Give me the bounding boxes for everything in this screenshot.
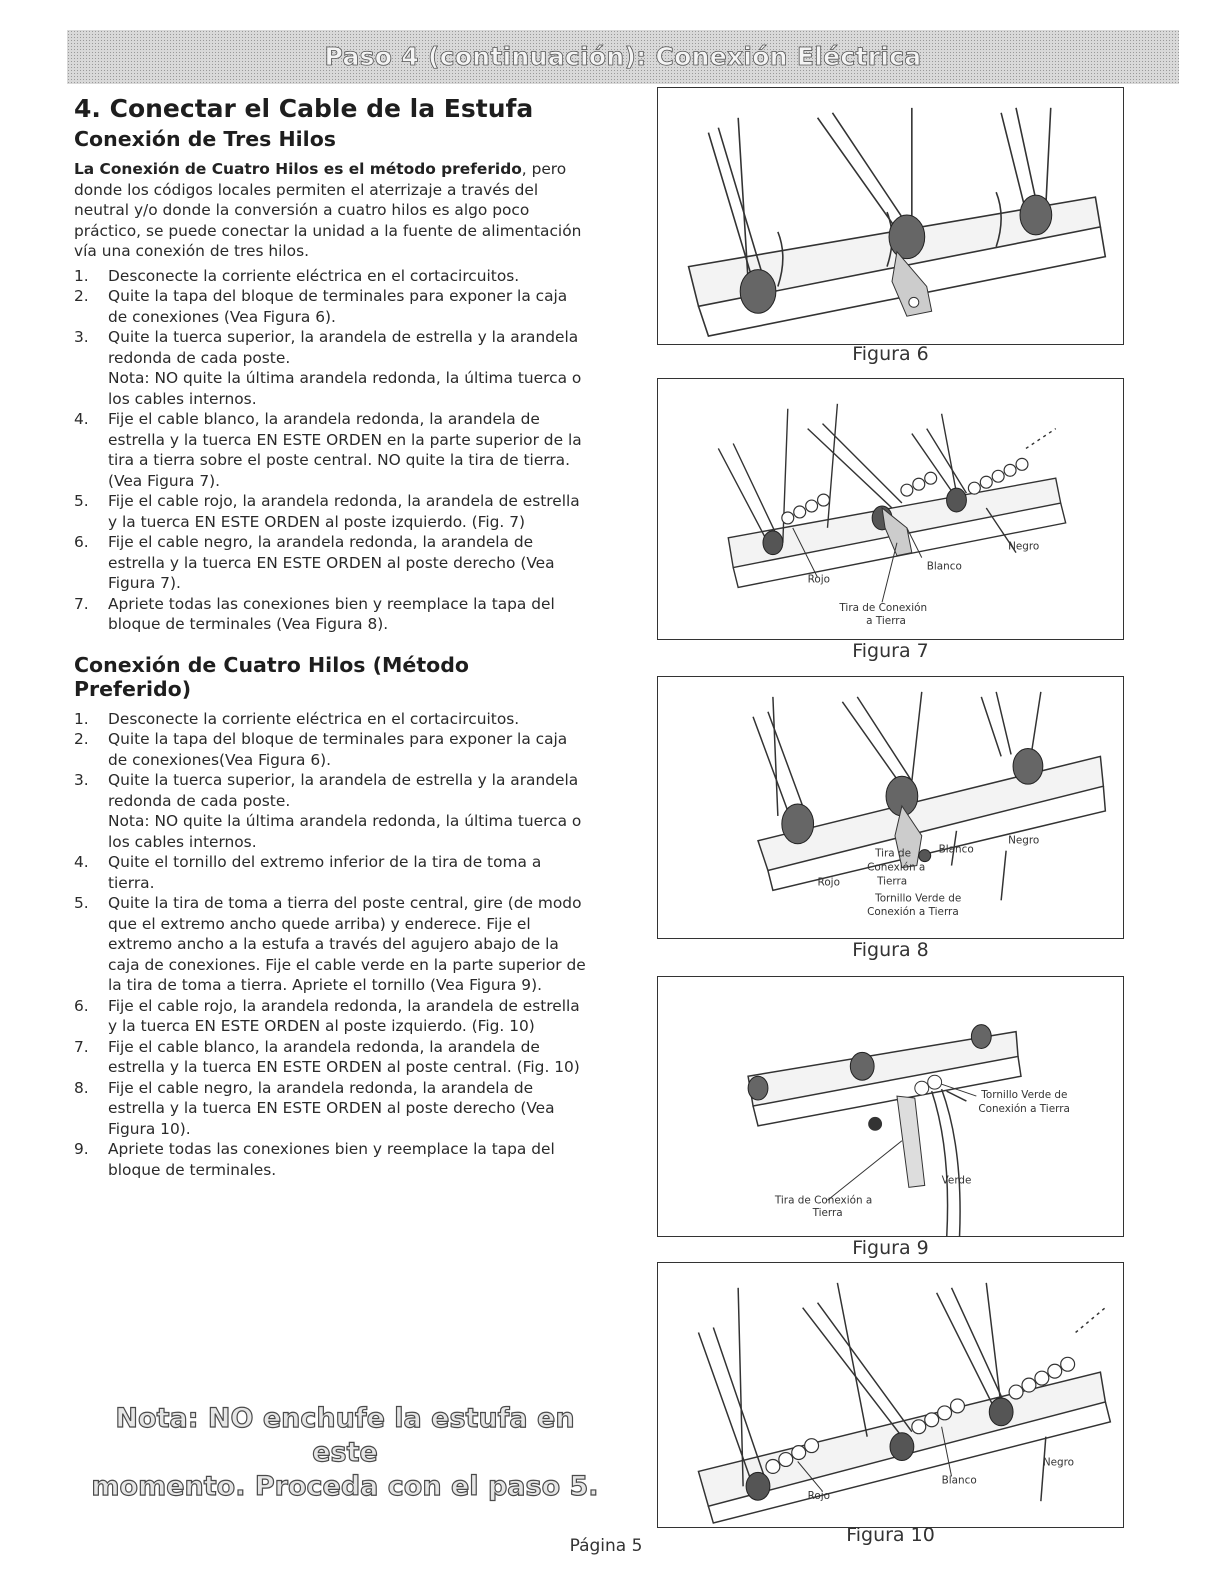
bottom-note <box>80 1402 610 1504</box>
label-tornillo-1: Tornillo Verde de <box>875 892 962 905</box>
step-number: 6. <box>74 996 89 1015</box>
figure-7-caption: Figura 7 <box>852 640 929 662</box>
step-text: Fije el cable negro, la arandela redonda, la arandela de estrella y la tuerca EN ESTE ORDEN al poste derecho (Vea Figura 10). <box>108 1078 555 1138</box>
step-text: Quite la tuerca superior, la arandela de estrella y la arandela redonda de cada poste. <box>108 771 579 810</box>
terminal-block-three-wire-illustration <box>658 379 1123 639</box>
instructions-column <box>74 94 589 1180</box>
figure-10-caption: Figura 10 <box>846 1524 935 1546</box>
step-number: 7. <box>74 594 89 613</box>
step-item <box>74 770 589 852</box>
label-rojo: Rojo <box>807 1490 831 1503</box>
figure-8-caption: Figura 8 <box>852 939 929 961</box>
step-number: 4. <box>74 410 89 428</box>
label-rojo: Rojo <box>817 876 840 889</box>
label-tira-1: Tira de Conexión a <box>774 1194 873 1207</box>
step-number: 4. <box>74 853 89 871</box>
step-number: 2. <box>74 730 89 748</box>
label-negro: Negro <box>1042 1456 1075 1469</box>
figure-8 <box>657 676 1124 939</box>
step-item <box>74 286 589 327</box>
step-item <box>74 491 589 532</box>
label-tornillo-2: Conexión a Tierra <box>978 1102 1070 1115</box>
step-number: 1. <box>74 266 89 285</box>
step-text: Quite la tapa del bloque de terminales para exponer la caja de conexiones(Vea Figura 6). <box>108 730 568 769</box>
step-number: 1. <box>74 709 89 728</box>
figure-9-caption: Figura 9 <box>852 1237 929 1259</box>
three-wire-intro <box>74 159 589 262</box>
step-item <box>74 266 589 287</box>
step-item <box>74 709 589 730</box>
step-text: Fije el cable rojo, la arandela redonda, la arandela de estrella y la tuerca EN ESTE ORDEN al poste izquierdo. (Fig. 10) <box>108 996 580 1035</box>
label-tira-2: Tierra <box>812 1207 843 1220</box>
step-text: Apriete todas las conexiones bien y reemplace la tapa del bloque de terminales (Vea Figura 8). <box>108 594 555 633</box>
step-item <box>74 1078 589 1140</box>
label-tira-2: a Tierra <box>866 615 906 628</box>
three-wire-steps <box>74 266 589 635</box>
step-item <box>74 1139 589 1180</box>
step-item <box>74 327 589 409</box>
label-rojo: Rojo <box>807 573 831 586</box>
step-item <box>74 594 589 635</box>
section-banner: Paso 4 (continuación): Conexión Eléctrica <box>67 30 1179 84</box>
step-text: Apriete todas las conexiones bien y reemplace la tapa del bloque de terminales. <box>108 1140 555 1179</box>
label-verde: Verde <box>941 1174 972 1187</box>
bottom-note-line1: Nota: NO enchufe la estufa en este <box>115 1403 575 1468</box>
figure-10 <box>657 1262 1124 1528</box>
figure-7 <box>657 378 1124 640</box>
step-text: Fije el cable blanco, la arandela redonda, la arandela de estrella y la tuerca EN ESTE ORDEN en la parte superior de la tira a tierra sobre el poste central. NO quite la tira de tierra. (Vea Figura 7). <box>108 410 582 490</box>
ground-strap-illustration <box>658 977 1123 1236</box>
step-number: 7. <box>74 1037 89 1056</box>
step-text: Fije el cable blanco, la arandela redonda, la arandela de estrella y la tuerca EN ESTE ORDEN al poste central. (Fig. 10) <box>108 1037 580 1076</box>
label-blanco: Blanco <box>926 560 962 573</box>
step-text: Fije el cable rojo, la arandela redonda, la arandela de estrella y la tuerca EN ESTE ORDEN al poste izquierdo. (Fig. 7) <box>108 492 580 531</box>
section-title: 4. Conectar el Cable de la Estufa <box>74 94 534 123</box>
step-item <box>74 729 589 770</box>
label-blanco: Blanco <box>938 843 974 856</box>
figure-6-caption: Figura 6 <box>852 343 929 365</box>
step-note: Nota: NO quite la última arandela redonda, la última tuerca o los cables internos. <box>108 369 582 408</box>
step-item <box>74 996 589 1037</box>
step-number: 9. <box>74 1140 89 1158</box>
page-number: Página 5 <box>569 1536 643 1556</box>
four-wire-heading: Conexión de Cuatro Hilos (Método Preferido) <box>74 652 469 701</box>
step-note: Nota: NO quite la última arandela redonda, la última tuerca o los cables internos. <box>108 812 582 851</box>
three-wire-heading: Conexión de Tres Hilos <box>74 127 336 151</box>
step-item <box>74 893 589 996</box>
step-text: Fije el cable negro, la arandela redonda, la arandela de estrella y la tuerca EN ESTE ORDEN al poste derecho (Vea Figura 7). <box>108 533 555 592</box>
step-text: Quite la tapa del bloque de terminales para exponer la caja de conexiones (Vea Figura 6). <box>108 287 568 326</box>
step-number: 8. <box>74 1078 89 1097</box>
four-wire-steps <box>74 709 589 1181</box>
step-item <box>74 1037 589 1078</box>
step-number: 3. <box>74 328 89 346</box>
step-number: 5. <box>74 492 89 510</box>
step-item <box>74 409 589 491</box>
label-tira-1: Tira de Conexión <box>839 602 928 615</box>
step-item <box>74 532 589 594</box>
figure-6 <box>657 87 1124 345</box>
label-negro: Negro <box>1008 540 1040 553</box>
terminal-block-four-wire-illustration <box>658 1263 1123 1527</box>
label-blanco: Blanco <box>941 1474 977 1487</box>
terminal-block-cover-illustration <box>658 677 1123 938</box>
step-item <box>74 852 589 893</box>
bottom-note-line2: momento. Proceda con el paso 5. <box>91 1471 599 1502</box>
step-number: 6. <box>74 533 89 551</box>
terminal-block-illustration <box>658 88 1123 344</box>
step-number: 5. <box>74 894 89 912</box>
intro-rest: , pero donde los códigos locales permiten el aterrizaje a través del neutral y/o donde la conversión a cuatro hilos es algo poco práctico, se puede conectar la unidad a la fuente de alimentación vía una conexión de tres hilos. <box>74 160 582 260</box>
step-number: 2. <box>74 287 89 305</box>
figure-9 <box>657 976 1124 1237</box>
step-text: Desconecte la corriente eléctrica en el cortacircuitos. <box>108 266 520 285</box>
label-tornillo-2: Conexión a Tierra <box>867 906 959 919</box>
step-text: Quite la tuerca superior, la arandela de estrella y la arandela redonda de cada poste. <box>108 328 579 367</box>
step-text: Quite el tornillo del extremo inferior de la tira de toma a tierra. <box>108 853 542 892</box>
label-tira-1: Tira de <box>875 847 912 860</box>
step-text: Quite la tira de toma a tierra del poste central, gire (de modo que el extremo ancho quede arriba) y enderece. Fije el extremo ancho a la estufa a través del agujero abajo de la caja de conexiones. Fije el cable verde en la parte superior de la tira de toma a tierra. Apriete el tornillo (Vea Figura 9). <box>108 894 586 994</box>
step-text: Desconecte la corriente eléctrica en el cortacircuitos. <box>108 709 520 728</box>
step-number: 3. <box>74 771 89 789</box>
intro-bold: La Conexión de Cuatro Hilos es el método preferido <box>74 160 522 178</box>
label-tornillo-1: Tornillo Verde de <box>981 1089 1068 1102</box>
label-negro: Negro <box>1008 834 1040 847</box>
label-tira-2: Conexión a <box>867 861 926 874</box>
label-tira-3: Tierra <box>877 875 908 888</box>
